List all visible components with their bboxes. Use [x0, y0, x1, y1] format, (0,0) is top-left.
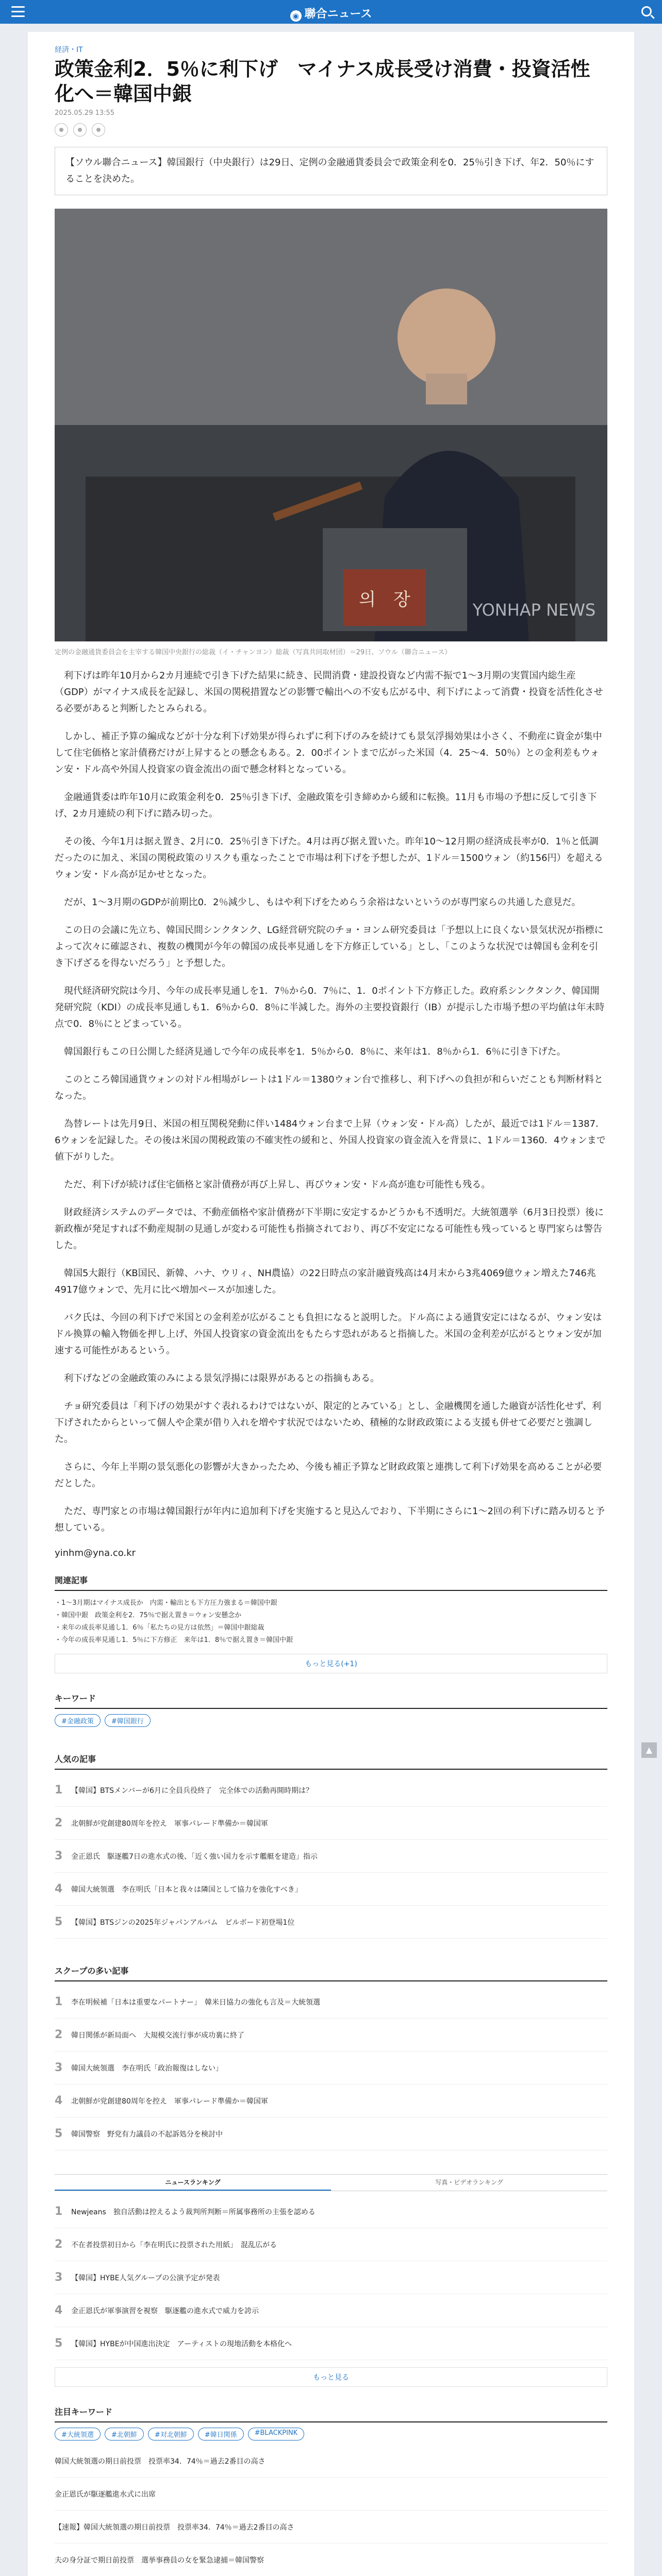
- scoop-item-label: 韓日関係が新局面へ 大規模交流行事が成功裏に終了: [71, 2031, 244, 2040]
- scoop-item[interactable]: 5 韓国警察 野党有力議員の不起訴処分を検討中: [55, 2117, 607, 2150]
- body-paragraph: さらに、今年上半期の景気悪化の影響が大きかったため、今後も補正予算など財政政策と連携して利下げ効果を高めることが必要だとした。: [55, 1462, 602, 1489]
- photo-nameplate: 의 장: [359, 589, 410, 610]
- scoop-item-label: 北朝鮮が党創建80周年を控え 軍事パレード準備か＝韓国軍: [71, 2097, 268, 2106]
- top-bar: [0, 0, 662, 24]
- body-paragraph: ただ、利下げが続けば住宅価格と家計債務が再び上昇し、再びウォン安・ドル高が進む可能性も残る。: [64, 1179, 491, 1190]
- keyword-tag[interactable]: #金融政策: [55, 1714, 101, 1727]
- popular-item-label: 金正恩氏 駆逐艦7日の進水式の後、「近く強い国力を示す艦艇を建造」指示: [71, 1852, 318, 1861]
- news-ranking-item-label: Newjeans 独自活動は控えるよう裁判所判断＝所属事務所の主張を認める: [71, 2208, 316, 2216]
- yonhap-logo: ◉: [290, 10, 302, 22]
- search-icon[interactable]: [641, 6, 652, 16]
- main-content: [28, 32, 653, 2576]
- news-ranking-item[interactable]: 5 【韓国】HYBEが中国進出決定 アーティストの現地活動を本格化へ: [55, 2327, 607, 2360]
- scoop-item[interactable]: 2 韓日関係が新局面へ 大規模交流行事が成功裏に終了: [55, 2019, 607, 2052]
- tab-photo-video-ranking[interactable]: 写真・ビデオランキング: [435, 2179, 503, 2186]
- trending-tag[interactable]: #韓日関係: [198, 2428, 244, 2441]
- keyword-tag[interactable]: #韓国銀行: [105, 1714, 151, 1727]
- news-ranking-item-label: 【韓国】HYBEが中国進出決定 アーティストの現地活動を本格化へ: [71, 2340, 292, 2348]
- trending-item[interactable]: 夫の身分証で期日前投票 選挙事務員の女を緊急逮捕＝韓国警察: [55, 2544, 607, 2576]
- tab-news-ranking[interactable]: ニュースランキング: [55, 2175, 331, 2191]
- trending-item[interactable]: 【速報】韓国大統領選の期日前投票 投票率34．74％＝過去2番目の高さ: [55, 2511, 607, 2544]
- related-more-button[interactable]: もっと見る(+1): [55, 1654, 607, 1673]
- body-paragraph: チョ研究委員は「利下げの効果がすぐ表れるわけではないが、限定的とみている」とし、金融機関を通した融資が活性化せず、利下げされたからといって個人や企業が借り入れを増やす状況ではないため、積極的な財政政策による支援も併せて必要だと強調した。: [55, 1401, 602, 1445]
- article: [28, 32, 634, 2576]
- popular-title: 人気の記事: [55, 1753, 607, 1770]
- scoop-item-label: 韓国大統領選 李在明氏「政治報復はしない」: [71, 2064, 223, 2073]
- reporter-email[interactable]: yinhm@yna.co.kr: [55, 1548, 136, 1558]
- trending-tag[interactable]: #対北朝鮮: [148, 2428, 194, 2441]
- site-logo-text: 聯合ニュース: [304, 8, 372, 21]
- body-paragraph: 財政経済システムのデータでは、不動産価格や家計債務が下半期に安定するかどうかも不透明だ。大統領選挙（6月3日投票）後に新政権が発足すれば不動産規制の見通しが変わる可能性も指摘されており、再び不安定になる可能性も残っていると専門家らは警告した。: [55, 1207, 604, 1251]
- news-ranking-item-label: 不在者投票初日から「李在明氏に投票された用紙」 混乱広がる: [71, 2241, 277, 2249]
- trending-keywords: [55, 2405, 607, 2576]
- share-icon[interactable]: [55, 123, 68, 137]
- body-paragraph: このところ韓国通貨ウォンの対ドル相場がレートは1ドル＝1380ウォン台で推移し、利下げへの負担が和らいだことも判断材料となった。: [55, 1074, 603, 1101]
- body-paragraph: 現代経済研究院は今月、今年の成長率見通しを1．7％から0．7％に、1．0ポイント下方修正した。政府系シンクタンク、韓国開発研究院（KDI）の成長率見通しも1．6％から0．8％に半減した。海外の主要投資銀行（IB）が提示した市場予想の平均値は年末時点で0．8％にとどまっている。: [55, 986, 605, 1029]
- body-paragraph: この日の会議に先立ち、韓国民間シンクタンク、LG経営研究院のチョ・ヨンム研究委員は「予想以上に良くない景気状況が指標によって次々に確認され、複数の機関が今年の韓国の成長率見通しを下方修正している」とし、「このような状況では韓国も金利を引き下げざるを得ないだろう」と予想した。: [55, 925, 604, 969]
- article-photo: [55, 209, 607, 641]
- related-item[interactable]: ・韓国中銀 政策金利を2．75％で据え置き＝ウォン安懸念か: [55, 1612, 242, 1619]
- popular-item-label: 北朝鮮が党創建80周年を控え 軍事パレード準備か＝韓国軍: [71, 1819, 268, 1828]
- popular-articles: [55, 1753, 607, 1939]
- article-lead: 【ソウル聯合ニュース】韓国銀行（中央銀行）は29日、定例の金融通貨委員会で政策金利を0．25％引き下げ、年2．50％にすることを決めた。: [55, 147, 607, 195]
- popular-item[interactable]: 1 【韓国】BTSメンバーが6月に全員兵役終了 完全体での活動再開時期は？: [55, 1774, 607, 1807]
- scoop-articles: [55, 1964, 607, 2150]
- related-item[interactable]: ・今年の成長率見通し1．5％に下方修正 来年は1．8％で据え置き＝韓国中銀: [55, 1636, 293, 1644]
- photo-caption: 定例の金融通貨委員会を主宰する韓国中央銀行の総裁（イ・チャンヨン）総裁（写真共同取材団）＝29日、ソウル（聯合ニュース）: [55, 649, 452, 656]
- trending-tag[interactable]: #BLACKPINK: [248, 2428, 305, 2441]
- news-ranking-list: [55, 2195, 607, 2360]
- news-ranking-item-label: 金正恩氏が軍事演習を視察 駆逐艦の進水式で威力を誇示: [71, 2307, 259, 2315]
- related-item[interactable]: ・来年の成長率見通し1．6％「私たちの見方は依然」＝韓国中銀総裁: [55, 1624, 264, 1632]
- keywords-section: [55, 1692, 607, 1727]
- news-ranking-item[interactable]: 1 Newjeans 独自活動は控えるよう裁判所判断＝所属事務所の主張を認める: [55, 2195, 607, 2228]
- trending-item[interactable]: 金正恩氏が駆逐艦進水式に出席: [55, 2478, 607, 2511]
- body-paragraph: だが、1～3月期のGDPが前期比0．2％減少し、もはや利下げをためらう余裕はないというのが専門家らの共通した意見だ。: [64, 897, 581, 908]
- article-title: 政策金利2．5％に利下げ マイナス成長受け消費・投資活性化へ＝韓国中銀: [55, 58, 590, 105]
- body-paragraph: その後、今年1月は据え置き、2月に0．25％引き下げた。4月は再び据え置いた。昨年10～12月期の経済成長率が0．1％と低調だったのに加え、米国の関税政策のリスクも重なったことで市場は利下げを予想したが、1ドル＝1500ウォン（約156円）を超えるウォン安・ドル高が足かせとなった。: [55, 836, 603, 880]
- body-paragraph: ただ、専門家との市場は韓国銀行が年内に追加利下げを実施すると見込んでおり、下半期にさらに1～2回の利下げに踏み切ると予想している。: [55, 1506, 605, 1533]
- article-date: 2025.05.29 13:55: [55, 109, 115, 117]
- news-ranking-more-button[interactable]: もっと見る: [55, 2367, 607, 2387]
- body-paragraph: 利下げは昨年10月から2カ月連続で引き下げた結果に続き、民間消費・建設投資など内需不振で1～3月期の実質国内総生産（GDP）がマイナス成長を記録し、米国の関税措置などの影響で輸出への不安も広がる中、利下げによって消費・投資を活性化させる必要があると判断したとみられる。: [55, 670, 603, 714]
- related-articles: [55, 1574, 607, 1673]
- body-paragraph: 金融通貨委は昨年10月に政策金利を0．25％引き下げ、金融政策を引き締めから緩和に転換。11月も市場の予想に反して引き下げ、2カ月連続の利下げに踏み切った。: [55, 792, 597, 819]
- popular-item[interactable]: 5 【韓国】BTSジンの2025年ジャパンアルバム ビルボード初登場1位: [55, 1906, 607, 1939]
- body-paragraph: 韓国5大銀行（KB国民、新韓、ハナ、ウリィ、NH農協）の22日時点の家計融資残高は4月末から3兆4069億ウォン増えた746兆4917億ウォンで、先月に比べ増加ペースが加速した。: [55, 1268, 596, 1295]
- body-paragraph: 韓国銀行もこの日公開した経済見通しで今年の成長率を1．5％から0．8％に、来年は1．8％から1．6％に引き下げた。: [64, 1046, 566, 1057]
- related-title: 関連記事: [55, 1574, 607, 1591]
- news-ranking-item[interactable]: 4 金正恩氏が軍事演習を視察 駆逐艦の進水式で威力を誇示: [55, 2294, 607, 2327]
- trending-tag[interactable]: #大統領選: [55, 2428, 101, 2441]
- scoop-item-label: 李在明候補「日本は重要なパートナー」 韓米日協力の強化も言及＝大統領選: [71, 1998, 320, 2007]
- photo-illustration: [55, 209, 607, 641]
- popular-item[interactable]: 3 金正恩氏 駆逐艦7日の進水式の後、「近く強い国力を示す艦艇を建造」指示: [55, 1840, 607, 1873]
- article-category[interactable]: 経済・IT: [55, 46, 83, 54]
- share-toolbar: [55, 123, 607, 137]
- photo-watermark: YONHAP NEWS: [472, 600, 596, 620]
- ranking-tabs: [55, 2174, 607, 2191]
- body-paragraph: バク氏は、今回の利下げで米国との金利差が広がることも負担になると説明した。ドル高による通貨安定にはなるが、ウォン安はドル換算の輸入物価を押し上げ、外国人投資家の資金流出をもたらす恐れがあると指摘した。米国の金利差が広がるとウォン安が加速する可能性があるという。: [55, 1312, 602, 1356]
- popular-item-label: 【韓国】BTSジンの2025年ジャパンアルバム ビルボード初登場1位: [71, 1918, 295, 1927]
- scoop-item[interactable]: 1 李在明候補「日本は重要なパートナー」 韓米日協力の強化も言及＝大統領選: [55, 1986, 607, 2019]
- site-logo[interactable]: [0, 5, 662, 22]
- news-ranking-item[interactable]: 3 【韓国】HYBE人気グループの公演予定が発表: [55, 2261, 607, 2294]
- scroll-top-button[interactable]: ▲: [641, 1742, 657, 1758]
- article-body: [55, 668, 607, 1536]
- trending-tag[interactable]: #北朝鮮: [105, 2428, 144, 2441]
- scoop-item[interactable]: 4 北朝鮮が党創建80周年を控え 軍事パレード準備か＝韓国軍: [55, 2084, 607, 2117]
- body-paragraph: 利下げなどの金融政策のみによる景気浮揚には限界があるとの指摘もある。: [64, 1373, 379, 1384]
- trending-title: 注目キーワード: [55, 2405, 607, 2422]
- related-item[interactable]: ・1～3月期はマイナス成長か 内需・輸出とも下方圧力強まる＝韓国中銀: [55, 1599, 277, 1607]
- keywords-title: キーワード: [55, 1692, 607, 1709]
- scoops-title: スクープの多い記事: [55, 1964, 607, 1981]
- popular-item[interactable]: 4 韓国大統領選 李在明氏「日本と我々は隣国として協力を強化すべき」: [55, 1873, 607, 1906]
- news-ranking-item-label: 【韓国】HYBE人気グループの公演予定が発表: [71, 2274, 220, 2282]
- body-paragraph: しかし、補正予算の編成などが十分な利下げ効果が得られずに利下げのみを続けても景気浮揚効果は小さく、不動産に資金が集中して住宅価格と家計債務だけが上昇するとの懸念もある。2．00ポイントまで広がった米国（4．25～4．50％）との金利差もウォン安・ドル高や外国人投資家の資金流出の面で懸念材料となっている。: [55, 731, 602, 775]
- font-size-icon[interactable]: [73, 123, 87, 137]
- print-icon[interactable]: [92, 123, 105, 137]
- scoop-item-label: 韓国警察 野党有力議員の不起訴処分を検討中: [71, 2130, 223, 2139]
- scoop-item[interactable]: 3 韓国大統領選 李在明氏「政治報復はしない」: [55, 2052, 607, 2084]
- popular-item-label: 韓国大統領選 李在明氏「日本と我々は隣国として協力を強化すべき」: [71, 1885, 302, 1894]
- news-ranking-item[interactable]: 2 不在者投票初日から「李在明氏に投票された用紙」 混乱広がる: [55, 2228, 607, 2261]
- trending-item[interactable]: 韓国大統領選の期日前投票 投票率34．74％＝過去2番目の高さ: [55, 2445, 607, 2478]
- popular-item[interactable]: 2 北朝鮮が党創建80周年を控え 軍事パレード準備か＝韓国軍: [55, 1807, 607, 1840]
- popular-item-label: 【韓国】BTSメンバーが6月に全員兵役終了 完全体での活動再開時期は？: [71, 1786, 313, 1795]
- body-paragraph: 為替レートは先月9日、米国の相互関税発動に伴い1484ウォン台まで上昇（ウォン安・ドル高）したが、最近では1ドル＝1387．6ウォンを記録した。その後は米国の関税政策の不確実性の緩和と、外国人投資家の資金流入を背景に、1ドル＝1360．4ウォンまで値下がりした。: [55, 1118, 606, 1162]
